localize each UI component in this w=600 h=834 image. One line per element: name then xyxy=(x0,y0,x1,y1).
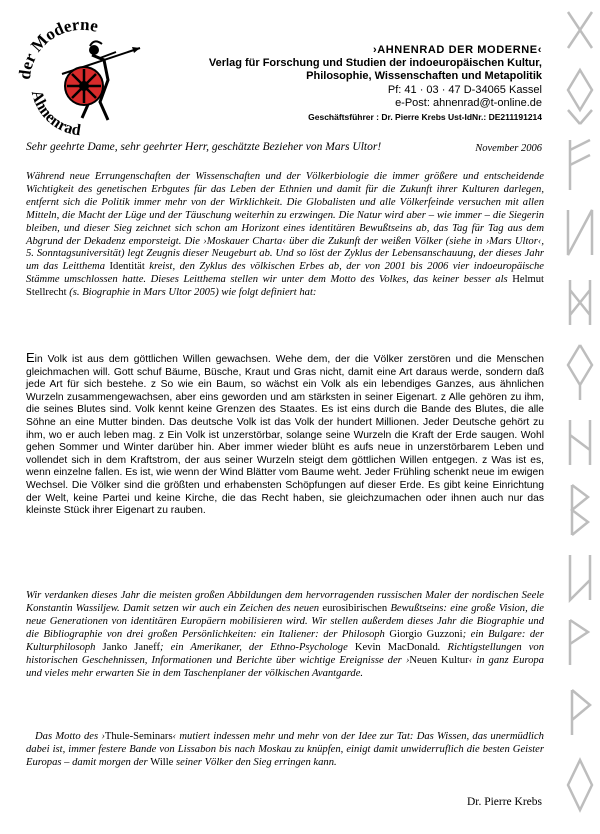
rune-icon xyxy=(572,690,590,735)
rune-icon xyxy=(568,210,592,255)
rune-border xyxy=(560,0,600,834)
publisher-address: Pf: 41 · 03 · 47 D-34065 Kassel xyxy=(387,84,542,96)
text-span: Identität xyxy=(109,261,145,273)
text-span: Neuen Kultur xyxy=(409,655,469,666)
text-span: ‹ mutiert indessen mehr und mehr von der Idee zur Tat: Das Wissen, das unermüdlich dabei ist, immer festere Bande von Lissabon bis nach Moskau zu knüpfen, einigt damit unwiderruflich die besten Geister Europas – damit morgen der xyxy=(26,731,544,768)
publisher-name: ›AHNENRAD DER MODERNE‹ xyxy=(372,44,542,56)
text-span: Das Motto des › xyxy=(35,731,105,742)
text-span: (s. Biographie in Mars Ultor 2005) wie folgt definiert hat: xyxy=(66,287,317,299)
text-span: Helmut Stellrecht xyxy=(26,274,544,299)
text-span: ; ein Bulgare: der Kulturphilosoph xyxy=(26,629,544,653)
quote-text: in Volk ist aus dem göttlichen Willen gewachsen. Wehe dem, der die Völker zerstören und die Menschen gleichmachen will. Gott schuf Bäume, Büsche, Kraut und Gras nicht, damit eine Art daraus werde, sondern daß jede Art für sich bestehe. z So wie ein Baum, so wächst ein Volk als ein lebendiges Ganzes, aus ähnlichen Wurzeln zusammengewachsen, aber eins geworden und am stärksten in seiner Eigenart. z Alle gehören zu ihm, die seines Blutes sind. Volk kennt keine Grenzen des Staates. Es ist eins durch die Bande des Blutes, die alle Söhne an eine Mutter binden. Das deutsche Volk ist das Volk der hundert Millionen. Jeder Deutsche gehört zu ihm, wo er auch leben mag. z Ein Volk ist unzerstörbar, solange seine Wurzeln die Kraft der Erde saugen. Wohl gehen Sommer und Winter darüber hin. Aber immer wieder blüht es aufs neue in unzerstörbarem Leben und vollendet sich in dem Kraftstrom, der aus seiner Wurzeln steigt dem göttlichen Willen entgegen. z Was ist es, wenn einzelne fallen. Es ist, wie wenn der Wind Blätter vom Baume weht. Jeder Frühling schenkt neue im ewigen Wechsel. Die Völker sind die größten und erhabensten Schöpfungen auf dieser Erde. Es gibt keine Einrichtung der Welt, keine Partei und keine Kirche, die das Recht haben, sie gleichzumachen oder ihnen auch nur das kleinste Stück ihrer Eigenart zu rauben. xyxy=(26,354,544,517)
rune-icon xyxy=(570,620,588,665)
shield-icon xyxy=(65,67,103,105)
rune-icon xyxy=(568,70,592,124)
rune-icon xyxy=(568,760,592,810)
text-span: Wir verdanken dieses Jahr die meisten großen Abbildungen dem hervorragenden russischen Maler der nordischen Seele Konstantin Wassiljew. Damit setzen wir auch ein Zeichen des neuen xyxy=(26,590,544,614)
text-span: Kevin MacDonald xyxy=(354,642,438,653)
rune-icon xyxy=(568,12,592,48)
publisher-header xyxy=(122,44,542,123)
text-span: ‹ in ganz Europa und vieles mehr erwarten Sie in dem Taschenplaner der völkischen Avantgarde. xyxy=(26,655,544,679)
salutation-text: Sehr geehrte Dame, sehr geehrter Herr, geschätzte Bezieher von Mars Ultor! xyxy=(26,141,382,153)
second-paragraph xyxy=(26,589,544,680)
stellrecht-quote xyxy=(26,352,544,518)
publisher-management: Geschäftsführer : Dr. Pierre Krebs Ust-IdNr.: DE211191214 xyxy=(308,112,542,122)
publisher-desc-1: Verlag für Forschung und Studien der indoeuropäischen Kultur, xyxy=(208,57,542,69)
text-span: Giorgio Guzzoni xyxy=(389,629,463,640)
logo-lower-text: Ahnenrad xyxy=(27,88,82,140)
text-span: Wille xyxy=(150,757,174,768)
logo-arc-text: der Moderne xyxy=(14,14,100,81)
text-span: seiner Völker den Sieg erringen kann. xyxy=(173,757,337,768)
rune-icon xyxy=(570,555,590,600)
text-span: . Richtigstellungen von historischen Geschehnissen, Informationen und Berichte über wichtige Ereignisse der › xyxy=(26,642,544,666)
text-span: Janko Janeff xyxy=(102,642,160,653)
text-span: Thule-Seminars xyxy=(104,731,173,742)
drop-cap: E xyxy=(26,350,35,365)
text-span: kreist, den Zyklus des völkischen Erbes ab, der von 2001 bis 2006 vier indoeuropäische Stämme umschlossen hatte. Dieses Leitthema stellen wir unter dem Motto des Volkes, das keiner besser als xyxy=(26,261,544,286)
rune-icon xyxy=(572,485,588,535)
rune-icon xyxy=(570,280,590,325)
text-span: Während neue Errungenschaften der Wissenschaften und der Völkerbiologie die immer größere und entscheidende Wichtigkeit des genetischen Erbgutes für das Leben der Ethnien und damit für die Zukunft ihrer Kulturen darlegen, entfernt sich die Politik immer mehr von der Wirklichkeit. Die Globalisten und alle Völkerfeinde versuchen mit allen Mitteln, die Macht der Lüge und der Täuschung weiterhin zu erzwingen. Die Natur wird aber – wie immer – die Siegerin bleiben, und dieser Sieg zeichnet sich schon am Horizont eines identitären Bewußtseins ab, das Tag für Tag aus dem Abgrund der Dekadenz emporsteigt. Die ›Moskauer Charta‹ über die Zukunft der weißen Völker (siehe in ›Mars Ultor‹, 5. Sonntagsuniversität) legt Zeugnis dieser Neugeburt ab. Und so löst der Zyklus der Lebensanschauung, der dieses Jahr um das Leitthema xyxy=(26,171,544,273)
intro-paragraph xyxy=(26,171,544,300)
publisher-desc-2: Philosophie, Wissenschaften und Metapolitik xyxy=(306,70,542,82)
signature: Dr. Pierre Krebs xyxy=(466,796,542,808)
rune-icon xyxy=(570,420,590,465)
rune-icon xyxy=(568,345,592,400)
salutation xyxy=(26,141,542,153)
text-span: Bewußtseins: eine große Vision, die neue Generationen von identitären Europäern mobilisieren wird. Wir stellen außerdem dieses Jahr die Biographie und die Bibliographie von drei großen Persönlichkeiten: ein Italiener: der Philosoph xyxy=(26,603,544,640)
text-span: eurosibirischen xyxy=(322,603,388,614)
letter-date: November 2006 xyxy=(475,143,542,154)
third-paragraph xyxy=(26,730,544,769)
publisher-email: e-Post: ahnenrad@t-online.de xyxy=(395,97,542,109)
rune-icon xyxy=(570,140,590,190)
text-span: ; ein Amerikaner, der Ethno-Psychologe xyxy=(160,642,355,653)
